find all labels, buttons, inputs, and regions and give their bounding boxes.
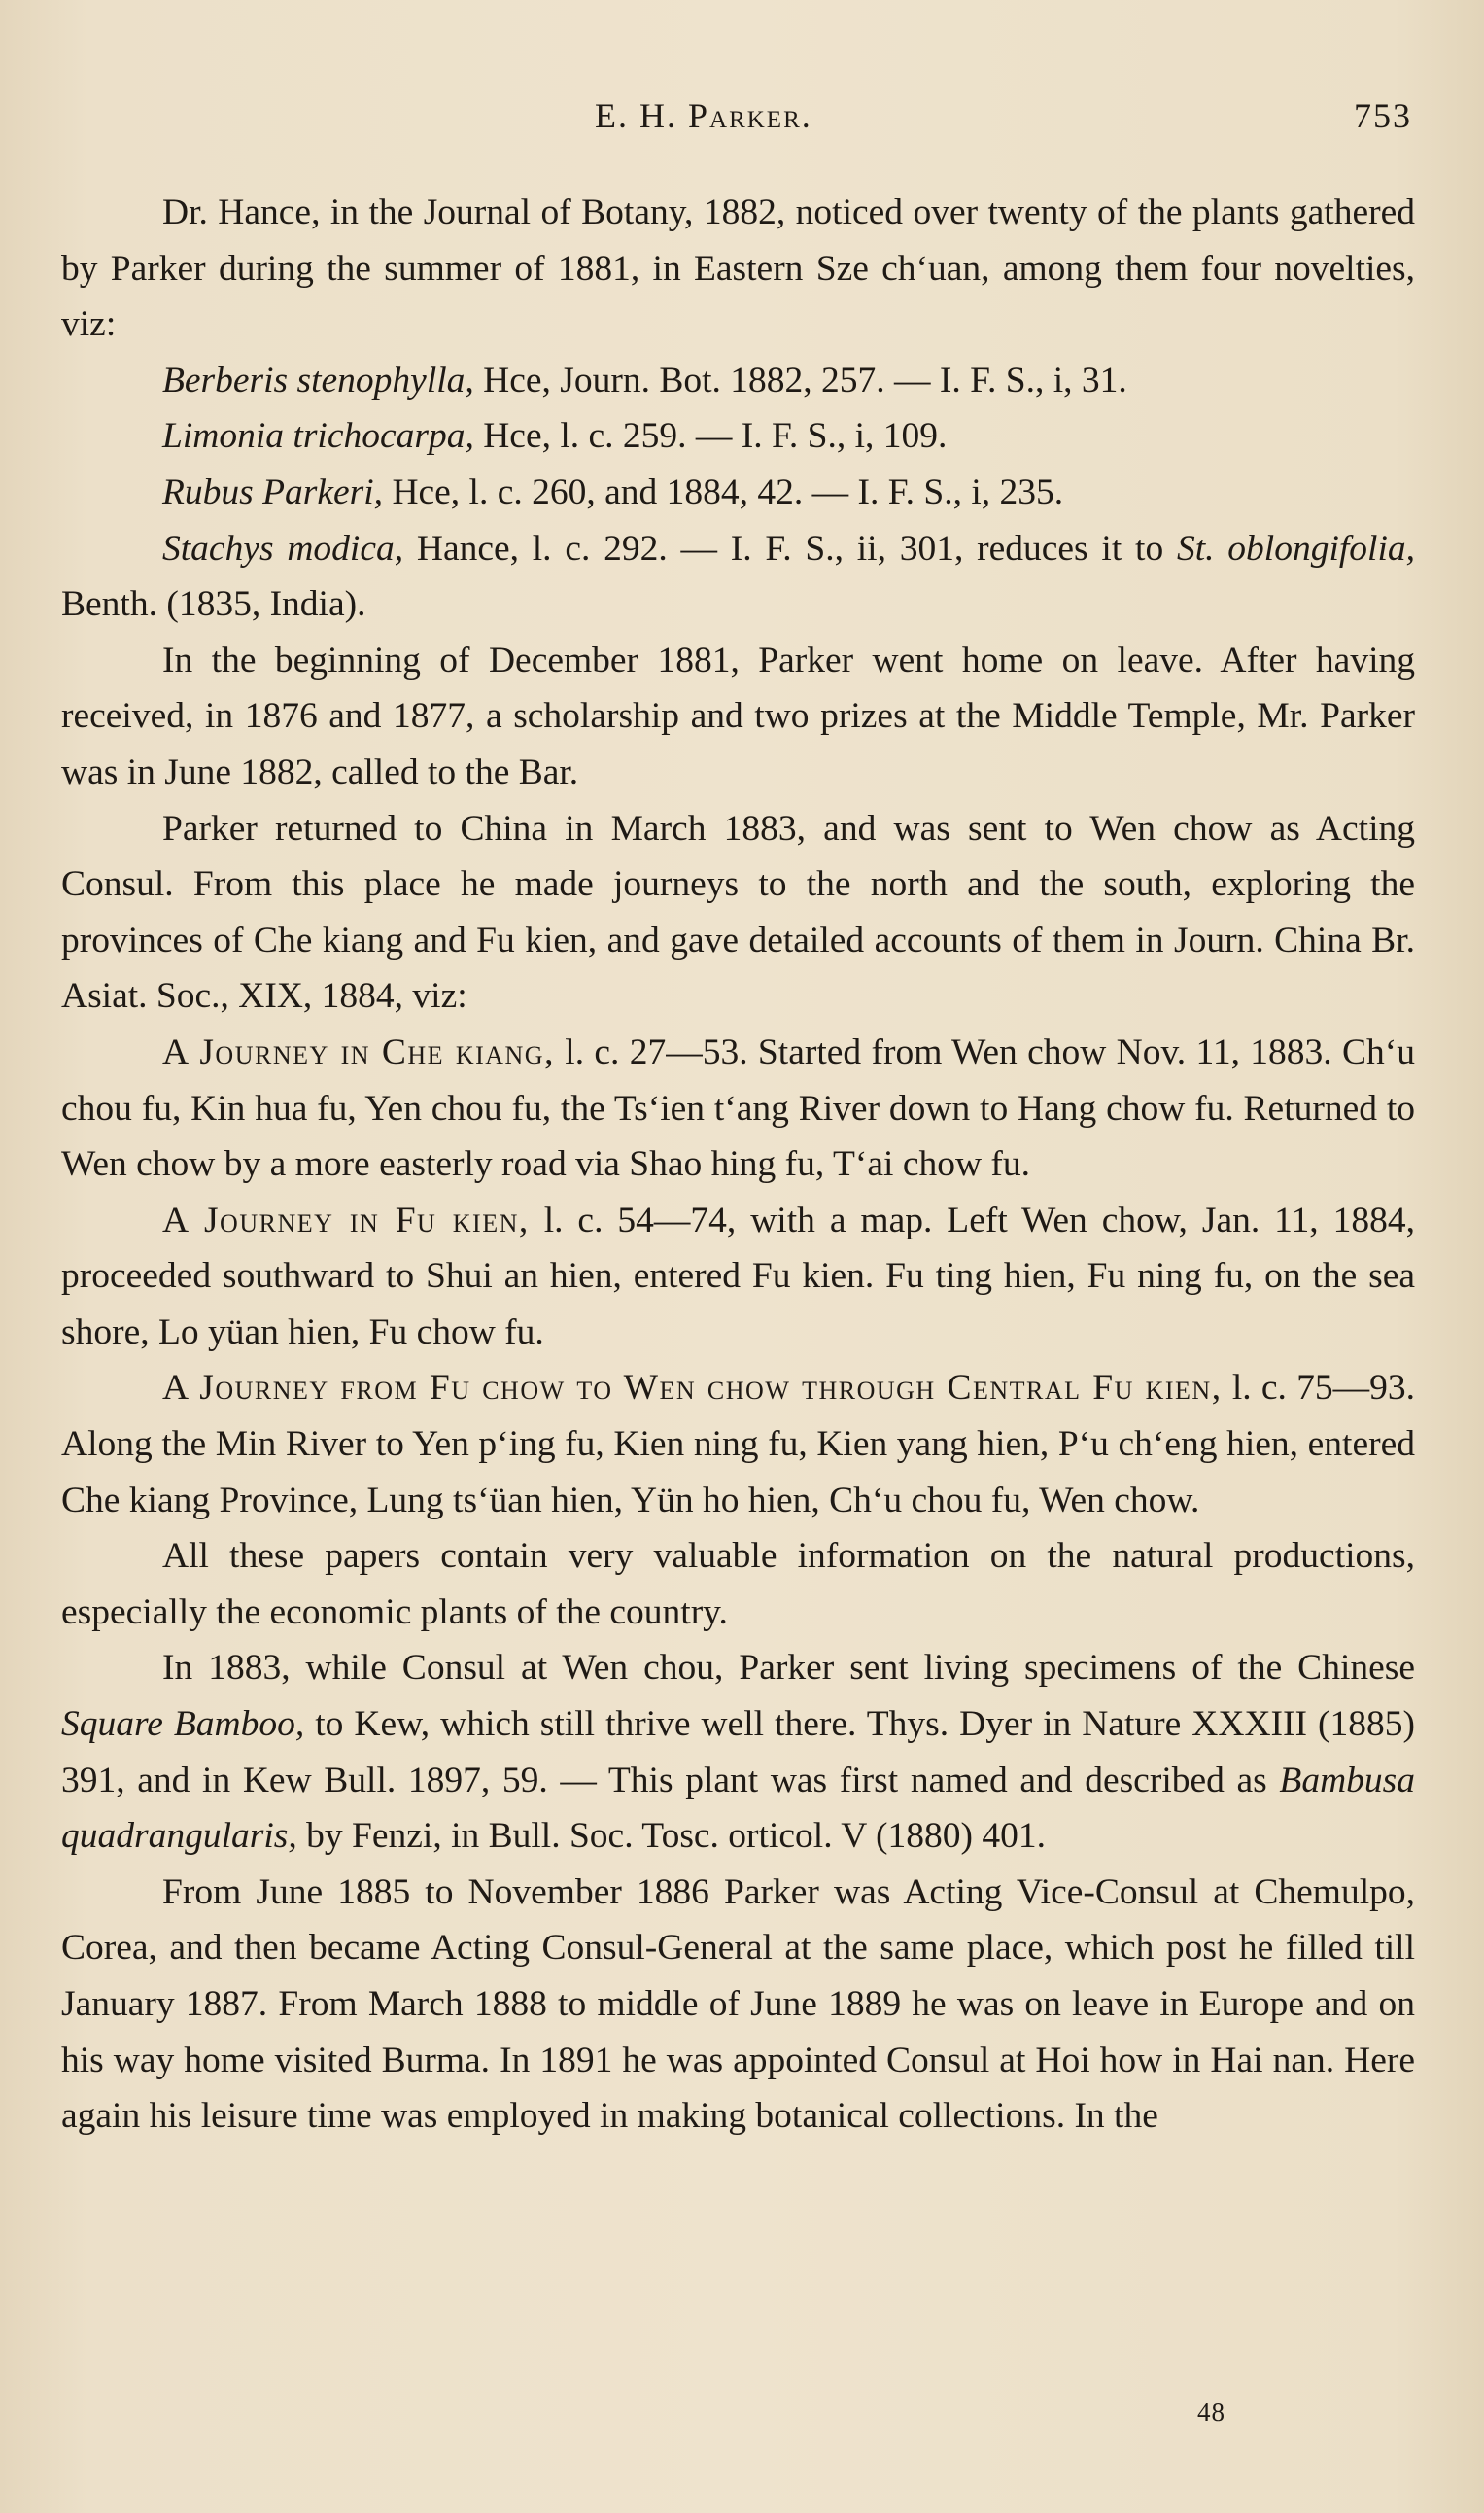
species-name: Limonia trichocarpa, (162, 416, 474, 457)
paragraph-hance: Dr. Hance, in the Journal of Botany, 1882, noticed over twenty of the plants gathered by Parker during the summer of 1881, in Eastern Sze chʻuan, among them four novelties, viz: (61, 192, 1415, 345)
journey-text: l. c. 75—93. Along the Min River to Yen pʻing fu, Kien ning fu, Kien yang hien, Pʻu chʻeng hien, entered Che kiang Province, Lung tsʻüan hien, Yün ho hien, Chʻu chou fu, Wen chow. (61, 1368, 1415, 1520)
journey-text: l. c. 27—53. Started from Wen chow Nov. 11, 1883. Chʻu chou fu, Kin hua fu, Yen chou fu, the Tsʻien tʻang River down to Hang chow fu. Returned to Wen chow by a more easterly road via Shao hing fu, Tʻai chow fu. (61, 1031, 1416, 1185)
species-citation: Hce, Journ. Bot. 1882, 257. — I. F. S., i, 31. (473, 360, 1127, 401)
body-text (61, 185, 1415, 2145)
species-name: Rubus Parkeri, (162, 471, 384, 512)
species-citation: Hance, l. c. 292. — I. F. S., ii, 301, reduces it to (403, 528, 1177, 569)
journey-title: A Journey in Che kiang, (162, 1031, 555, 1072)
paragraph-wen-chow: Parker returned to China in March 1883, and was sent to Wen chow as Acting Consul. From this place he made journeys to the north and the south, exploring the provinces of Che kiang and Fu kien, and gave detailed accounts of them in Journ. China Br. Asiat. Soc., XIX, 1884, viz: (61, 808, 1415, 1017)
text-run: In 1883, while Consul at Wen chou, Parker sent living specimens of the Chinese (162, 1648, 1415, 1689)
page-number: 753 (1354, 96, 1412, 135)
paragraph-papers: All these papers contain very valuable information on the natural productions, especially the economic plants of the country. (61, 1536, 1415, 1632)
text-run: to Kew, which still thrive well there. Thys. Dyer in Nature XXXIII (1885) 391, and in Kew Bull. 1897, 59. — This plant was first named and described as (61, 1704, 1415, 1800)
species-synonym: St. oblongifolia, (1176, 528, 1415, 569)
species-citation: Hce, l. c. 259. — I. F. S., i, 109. (473, 416, 948, 457)
species-citation: Hce, l. c. 260, and 1884, 42. — I. F. S., i, 235. (383, 471, 1064, 512)
plant-name-square-bamboo: Square Bamboo, (61, 1704, 305, 1745)
text-run: by Fenzi, in Bull. Soc. Tosc. orticol. V (1880) 401. (296, 1816, 1047, 1857)
species-entry (61, 408, 1415, 465)
species-synonym-citation: Benth. (1835, India). (61, 584, 366, 625)
running-title: E. H. Parker. (595, 96, 812, 135)
journey-fu-chow-wen-chow (61, 1360, 1415, 1528)
paragraph-leave: In the beginning of December 1881, Parker went home on leave. After having received, in 1876 and 1877, a scholarship and two prizes at the Middle Temple, Mr. Parker was in June 1882, called to the Bar. (61, 640, 1415, 792)
species-name: Stachys modica, (162, 528, 404, 569)
running-head (0, 95, 1484, 144)
species-entry (61, 465, 1415, 521)
plant-name-bambusa: Bambusa quadrangularis, (61, 1760, 1415, 1857)
species-name: Berberis stenophylla, (162, 360, 474, 401)
journey-text: l. c. 54—74, with a map. Left Wen chow, Jan. 11, 1884, proceeded southward to Shui an hien, entered Fu kien. Fu ting hien, Fu ning fu, on the sea shore, Lo yüan hien, Fu chow fu. (61, 1200, 1415, 1352)
journey-title: A Journey from Fu chow to Wen chow through Central Fu kien, (162, 1368, 1223, 1409)
species-entry (61, 521, 1415, 633)
journey-che-kiang (61, 1025, 1415, 1193)
species-entry (61, 353, 1415, 409)
paragraph-square-bamboo (61, 1640, 1415, 1864)
journey-title: A Journey in Fu kien, (162, 1200, 530, 1240)
journey-fu-kien (61, 1193, 1415, 1361)
signature-mark: 48 (1197, 2397, 1225, 2426)
paragraph-corea: From June 1885 to November 1886 Parker was Acting Vice-Consul at Chemulpo, Corea, and then became Acting Consul-General at the same place, which post he filled till January 1887. From March 1888 to middle of June 1889 he was on leave in Europe and on his way home visited Burma. In 1891 he was appointed Consul at Hoi how in Hai nan. Here again his leisure time was employed in making botanical collections. In the (61, 1871, 1415, 2137)
